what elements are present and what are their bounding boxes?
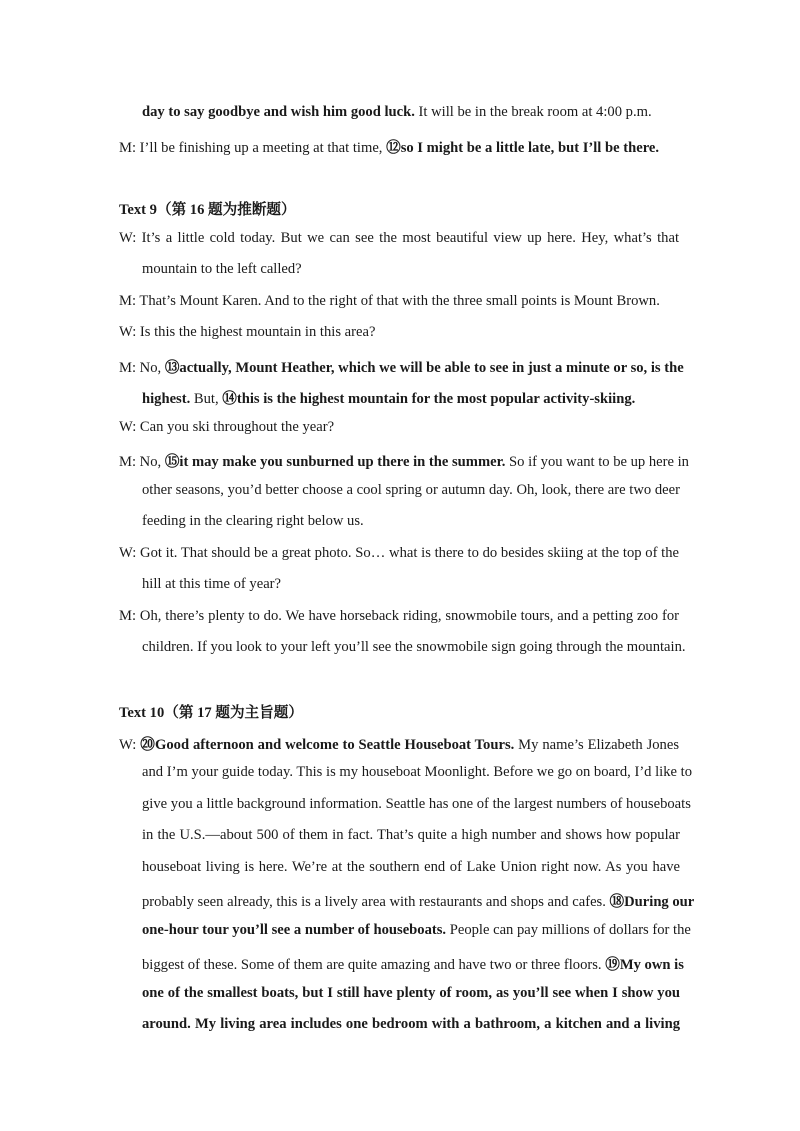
text10-line-6: probably seen already, this is a lively area with restaurants and shops and cafes. ⑱During our <box>142 894 695 910</box>
text8-line-m: M: I’ll be finishing up a meeting at that time, ⑫so I might be a little late, but I’ll be there. <box>119 140 660 156</box>
answer-highlight: ⑳Good afternoon and welcome to Seattle Houseboat Tours. <box>140 737 515 753</box>
answer-highlight: ⑫so I might be a little late, but I’ll be there. <box>386 140 660 156</box>
answer-highlight: one-hour tour you’ll see a number of houseboats. <box>142 922 447 938</box>
text9-line-3: M: That’s Mount Karen. And to the right of that with the three small points is Mount Brown. <box>119 293 660 309</box>
answer-highlight: day to say goodbye and wish him good luck. <box>142 104 415 120</box>
text9-line-8: M: No, ⑮it may make you sunburned up there in the summer. So if you want to be up here in <box>119 454 689 470</box>
text10-line-9: one of the smallest boats, but I still have plenty of room, as you’ll see when I show you <box>142 985 680 1001</box>
answer-highlight: highest. <box>142 391 191 407</box>
text9-line-1: W: It’s a little cold today. But we can see the most beautiful view up here. Hey, what’s that <box>119 230 679 246</box>
text10-line-4: in the U.S.—about 500 of them in fact. That’s quite a high number and shows how popular <box>142 827 680 843</box>
text9-line-9: other seasons, you’d better choose a cool spring or autumn day. Oh, look, there are two deer <box>142 482 680 498</box>
text10-line-1: W: ⑳Good afternoon and welcome to Seattle Houseboat Tours. My name’s Elizabeth Jones <box>119 737 679 753</box>
text9-line-6: highest. But, ⑭this is the highest mountain for the most popular activity-skiing. <box>142 391 636 407</box>
text9-line-2: mountain to the left called? <box>142 261 302 277</box>
text9-line-11: W: Got it. That should be a great photo. So… what is there to do besides skiing at the top of the <box>119 545 679 561</box>
text10-line-2: and I’m your guide today. This is my houseboat Moonlight. Before we go on board, I’d like to <box>142 764 693 780</box>
answer-highlight: ⑱During our <box>609 894 695 910</box>
text9-line-10: feeding in the clearing right below us. <box>142 513 364 529</box>
text10-line-8: biggest of these. Some of them are quite amazing and have two or three floors. ⑲My own is <box>142 957 684 973</box>
answer-highlight: ⑲My own is <box>605 957 684 973</box>
answer-highlight: ⑬actually, Mount Heather, which we will be able to see in just a minute or so, is the <box>164 360 684 376</box>
text9-line-14: children. If you look to your left you’ll see the snowmobile sign going through the mountain. <box>142 639 686 655</box>
answer-highlight: ⑭this is the highest mountain for the most popular activity-skiing. <box>222 391 636 407</box>
text9-line-12: hill at this time of year? <box>142 576 282 592</box>
section-heading-text10: Text 10（第 17 题为主旨题） <box>119 705 303 721</box>
text10-line-7: one-hour tour you’ll see a number of houseboats. People can pay millions of dollars for the <box>142 922 691 938</box>
text10-line-10: around. My living area includes one bedroom with a bathroom, a kitchen and a living <box>142 1016 680 1032</box>
text9-line-4: W: Is this the highest mountain in this area? <box>119 324 376 340</box>
text8-line-continuation: day to say goodbye and wish him good luck. It will be in the break room at 4:00 p.m. <box>142 104 652 120</box>
text10-line-5: houseboat living is here. We’re at the southern end of Lake Union right now. As you have <box>142 859 680 875</box>
text9-line-13: M: Oh, there’s plenty to do. We have horseback riding, snowmobile tours, and a petting zoo for <box>119 608 679 624</box>
text10-line-3: give you a little background information. Seattle has one of the largest numbers of houseboats <box>142 796 691 812</box>
section-heading-text9: Text 9（第 16 题为推断题） <box>119 202 296 218</box>
answer-highlight: ⑮it may make you sunburned up there in the summer. <box>164 454 506 470</box>
text9-line-5: M: No, ⑬actually, Mount Heather, which we will be able to see in just a minute or so, is the <box>119 360 684 376</box>
text9-line-7: W: Can you ski throughout the year? <box>119 419 335 435</box>
